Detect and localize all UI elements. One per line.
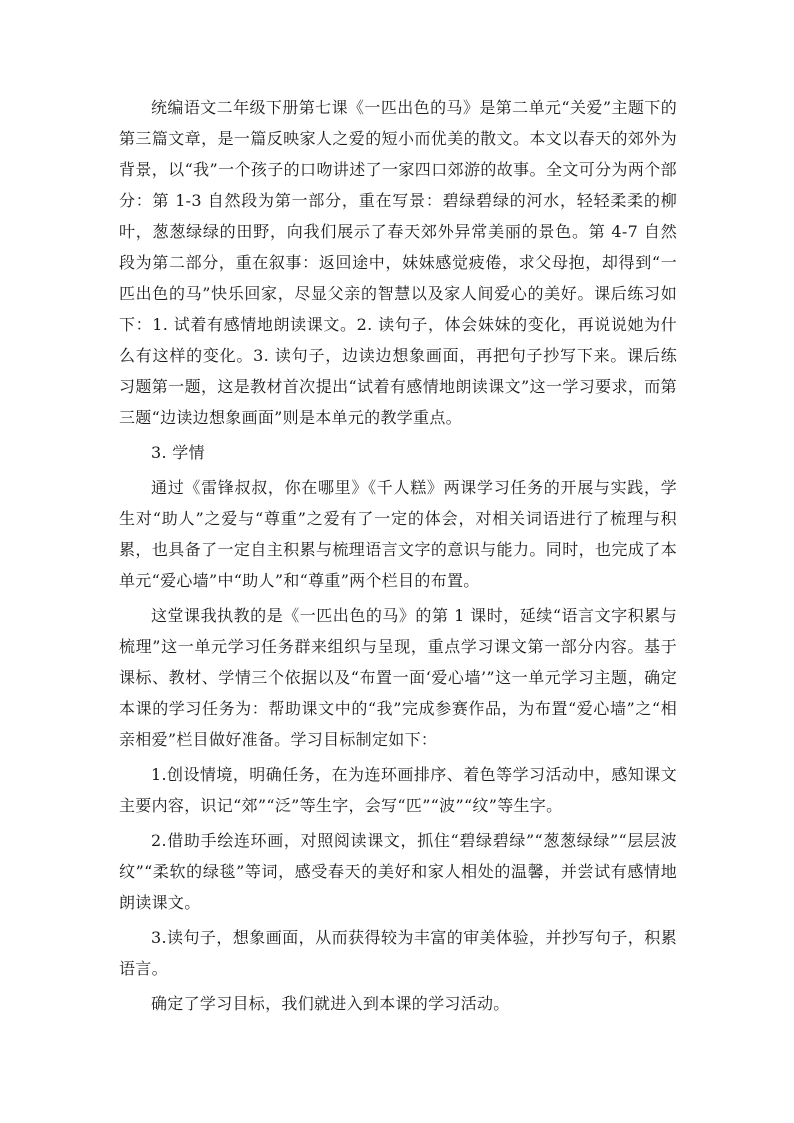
objective-3: 3.读句子，想象画面，从而获得较为丰富的审美体验，并抄写句子，积累语言。: [119, 928, 677, 978]
learner-analysis-paragraph: 通过《雷锋叔叔，你在哪里》《千人糕》两课学习任务的开展与实践，学生对“助人”之爱与“尊重”之爱有了一定的体会，对相关词语进行了梳理与积累，也具备了一定自主积累与梳理语言文字的意识与能力。同时，也完成了本单元“爱心墙”中“助人”和“尊重”两个栏目的布置。: [119, 478, 677, 590]
document-page: [119, 92, 677, 1023]
lesson-task-paragraph: 这堂课我执教的是《一匹出色的马》的第 1 课时，延续“语言文字积累与梳理”这一单元学习任务群来组织与呈现，重点学习课文第一部分内容。基于课标、教材、学情三个依据以及“布置一面‘爱心墙’”这一单元学习主题，确定本课的学习任务为：帮助课文中的“我”完成参赛作品，为布置“爱心墙”之“相亲相爱”栏目做好准备。学习目标制定如下：: [119, 606, 677, 749]
intro-paragraph: 统编语文二年级下册第七课《一匹出色的马》是第二单元“关爱”主题下的第三篇文章，是一篇反映家人之爱的短小而优美的散文。本文以春天的郊外为背景，以“我”一个孩子的口吻讲述了一家四口郊游的故事。全文可分为两个部分：第 1-3 自然段为第一部分，重在写景：碧绿碧绿的河水，轻轻柔柔的柳叶，葱葱绿绿的田野，向我们展示了春天郊外异常美丽的景色。第 4-7 自然段为第二部分，重在叙事：返回途中，妹妹感觉疲倦，求父母抱，却得到“一匹出色的马”快乐回家，尽显父亲的智慧以及家人间爱心的美好。课后练习如下：1. 试着有感情地朗读课文。2. 读句子，体会妹妹的变化，再说说她为什么有这样的变化。3. 读句子，边读边想象画面，再把句子抄写下来。课后练习题第一题，这是教材首次提出“试着有感情地朗读课文”这一学习要求，而第三题“边读边想象画面”则是本单元的教学重点。: [119, 98, 677, 427]
objective-2: 2.借助手绘连环画，对照阅读课文，抓住“碧绿碧绿”“葱葱绿绿”“层层波纹”“柔软的绿毯”等词，感受春天的美好和家人相处的温馨，并尝试有感情地朗读课文。: [119, 831, 677, 912]
section-heading-learner-analysis: 3. 学情: [151, 443, 205, 462]
objective-1: 1.创设情境，明确任务，在为连环画排序、着色等学习活动中，感知课文主要内容，识记“郊”“泛”等生字，会写“匹”“波”“纹”等生字。: [119, 765, 677, 815]
closing-paragraph: 确定了学习目标，我们就进入到本课的学习活动。: [151, 994, 510, 1013]
